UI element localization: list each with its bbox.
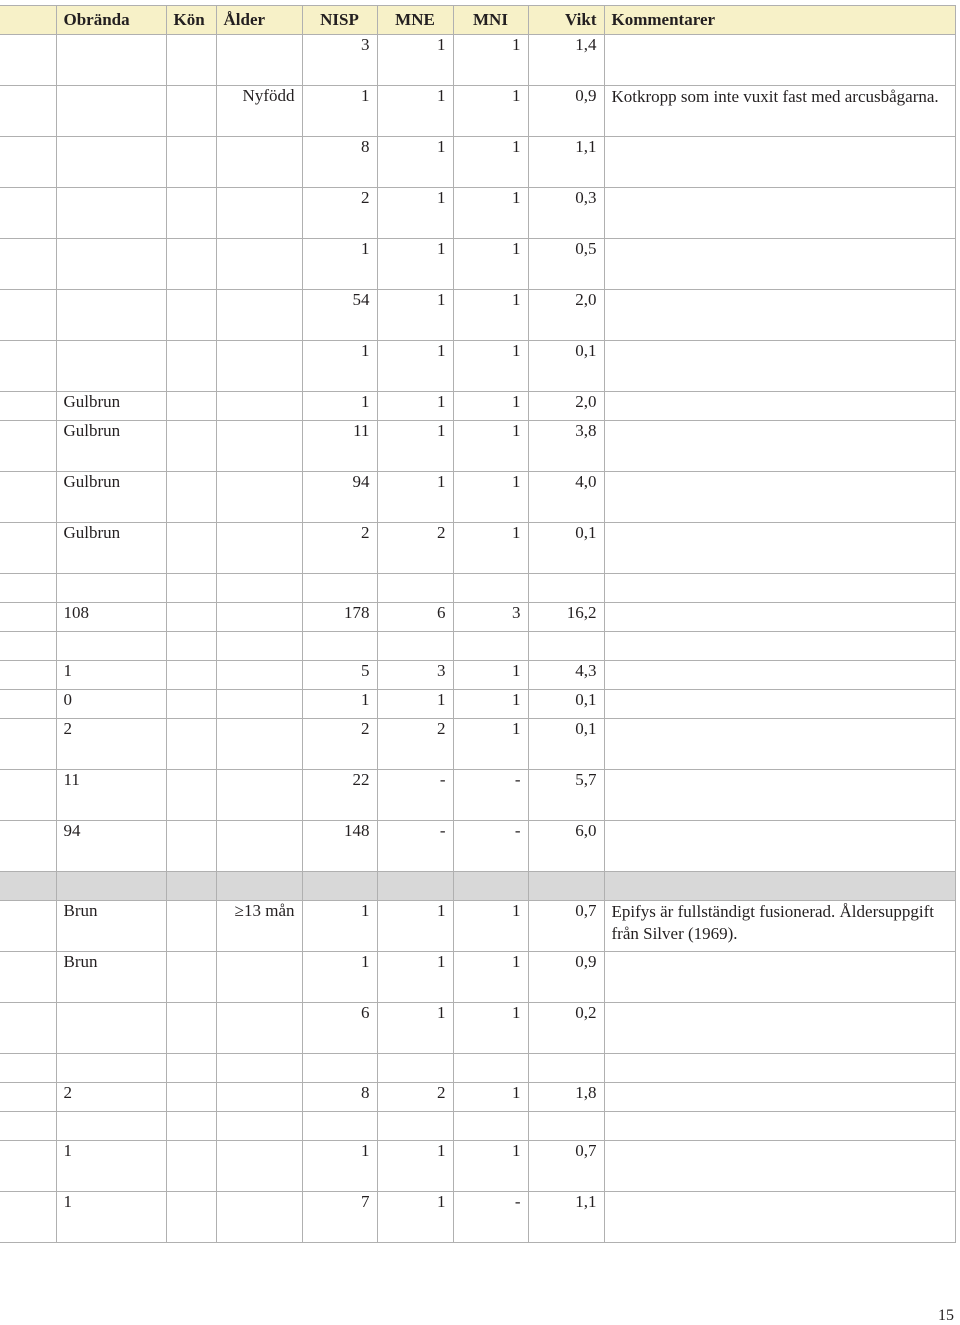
cell-kommentarer	[604, 1192, 955, 1243]
cell-mne: 1	[377, 86, 453, 137]
cell-mni: 1	[453, 290, 528, 341]
cell-mne: 3	[377, 661, 453, 690]
cell-mni: 1	[453, 1141, 528, 1192]
cell-obranda: 94	[56, 821, 166, 872]
cell-mne: 1	[377, 392, 453, 421]
cell-vikt: 2,0	[528, 392, 604, 421]
cell-mni: 1	[453, 472, 528, 523]
cell-blank	[0, 574, 56, 603]
cell-mni	[453, 1112, 528, 1141]
column-header-mne: MNE	[377, 6, 453, 35]
cell-mne: 1	[377, 1141, 453, 1192]
cell-mne: 1	[377, 1003, 453, 1054]
cell-mni	[453, 574, 528, 603]
cell-mni: 1	[453, 1083, 528, 1112]
cell-kon	[166, 901, 216, 952]
cell-mne: 1	[377, 1192, 453, 1243]
column-header-obranda: Obrända	[56, 6, 166, 35]
table-row	[0, 770, 955, 821]
cell-mne	[377, 1054, 453, 1083]
cell-vikt: 0,2	[528, 1003, 604, 1054]
cell-vikt: 6,0	[528, 821, 604, 872]
column-header-blank	[0, 6, 56, 35]
cell-vikt: 0,3	[528, 188, 604, 239]
cell-blank	[0, 719, 56, 770]
cell-kon	[166, 690, 216, 719]
cell-mne: 1	[377, 952, 453, 1003]
cell-kon	[166, 86, 216, 137]
cell-vikt	[528, 1112, 604, 1141]
cell-nisp: 11	[302, 421, 377, 472]
cell-nisp: 178	[302, 603, 377, 632]
cell-alder	[216, 1054, 302, 1083]
cell-vikt	[528, 1054, 604, 1083]
cell-alder	[216, 421, 302, 472]
cell-nisp: 1	[302, 901, 377, 952]
cell-mni: -	[453, 1192, 528, 1243]
cell-obranda	[56, 632, 166, 661]
cell-blank	[0, 1003, 56, 1054]
cell-mni: 1	[453, 392, 528, 421]
cell-blank	[0, 188, 56, 239]
cell-mne: 1	[377, 188, 453, 239]
page-number: 15	[938, 1307, 954, 1324]
cell-vikt: 3,8	[528, 421, 604, 472]
cell-kommentarer	[604, 661, 955, 690]
cell-obranda	[56, 290, 166, 341]
cell-alder	[216, 1141, 302, 1192]
cell-vikt	[528, 632, 604, 661]
cell-nisp: 2	[302, 523, 377, 574]
cell-obranda: Brun	[56, 901, 166, 952]
table-row	[0, 574, 955, 603]
cell-mni: 1	[453, 137, 528, 188]
cell-kon	[166, 137, 216, 188]
table-row	[0, 137, 955, 188]
cell-kon	[166, 1141, 216, 1192]
cell-nisp: 1	[302, 1141, 377, 1192]
cell-vikt: 1,4	[528, 35, 604, 86]
cell-blank	[0, 661, 56, 690]
cell-mni: 1	[453, 1003, 528, 1054]
cell-obranda: Gulbrun	[56, 421, 166, 472]
cell-vikt	[528, 872, 604, 901]
cell-kon	[166, 188, 216, 239]
cell-mni: 1	[453, 719, 528, 770]
cell-kommentarer	[604, 239, 955, 290]
cell-kon	[166, 1112, 216, 1141]
cell-kon	[166, 523, 216, 574]
cell-vikt: 4,3	[528, 661, 604, 690]
table-row	[0, 1054, 955, 1083]
cell-obranda: 1	[56, 661, 166, 690]
cell-kommentarer	[604, 341, 955, 392]
cell-mni: 1	[453, 35, 528, 86]
cell-blank	[0, 239, 56, 290]
cell-nisp: 6	[302, 1003, 377, 1054]
cell-kommentarer	[604, 1112, 955, 1141]
table-row	[0, 1141, 955, 1192]
table-row	[0, 341, 955, 392]
cell-alder	[216, 603, 302, 632]
cell-blank	[0, 872, 56, 901]
cell-kommentarer	[604, 472, 955, 523]
cell-mni: 1	[453, 341, 528, 392]
cell-alder	[216, 137, 302, 188]
cell-mni: 1	[453, 188, 528, 239]
cell-vikt: 0,7	[528, 901, 604, 952]
cell-mne: 1	[377, 290, 453, 341]
cell-blank	[0, 901, 56, 952]
cell-kommentarer	[604, 35, 955, 86]
cell-mne: 2	[377, 523, 453, 574]
table-row	[0, 901, 955, 952]
cell-nisp: 148	[302, 821, 377, 872]
cell-obranda: Brun	[56, 952, 166, 1003]
cell-vikt: 2,0	[528, 290, 604, 341]
table-row	[0, 35, 955, 86]
cell-kon	[166, 1083, 216, 1112]
cell-kommentarer	[604, 872, 955, 901]
cell-vikt: 0,5	[528, 239, 604, 290]
cell-nisp: 2	[302, 719, 377, 770]
cell-vikt	[528, 574, 604, 603]
cell-nisp	[302, 1054, 377, 1083]
cell-alder	[216, 1083, 302, 1112]
cell-kon	[166, 1003, 216, 1054]
cell-kon	[166, 472, 216, 523]
cell-kon	[166, 952, 216, 1003]
cell-vikt: 16,2	[528, 603, 604, 632]
cell-vikt: 0,7	[528, 1141, 604, 1192]
cell-obranda	[56, 872, 166, 901]
cell-kon	[166, 821, 216, 872]
cell-alder	[216, 719, 302, 770]
cell-obranda	[56, 86, 166, 137]
cell-alder	[216, 523, 302, 574]
cell-kon	[166, 872, 216, 901]
cell-mni: 1	[453, 952, 528, 1003]
column-header-kommentarer: Kommentarer	[604, 6, 955, 35]
table-row	[0, 1083, 955, 1112]
table-row	[0, 472, 955, 523]
cell-alder	[216, 341, 302, 392]
cell-mni: -	[453, 821, 528, 872]
cell-mne: 1	[377, 137, 453, 188]
cell-kommentarer: Epifys är fullständigt fusionerad. Åldersuppgift från Silver (1969).	[604, 901, 955, 952]
cell-mni: 1	[453, 421, 528, 472]
cell-kommentarer	[604, 1083, 955, 1112]
table-row	[0, 690, 955, 719]
cell-kommentarer	[604, 392, 955, 421]
cell-kommentarer	[604, 188, 955, 239]
cell-blank	[0, 690, 56, 719]
cell-obranda: 108	[56, 603, 166, 632]
cell-mni: 1	[453, 901, 528, 952]
cell-kon	[166, 35, 216, 86]
cell-kommentarer	[604, 137, 955, 188]
cell-vikt: 0,9	[528, 952, 604, 1003]
cell-kommentarer	[604, 1054, 955, 1083]
cell-alder: ≥13 mån	[216, 901, 302, 952]
cell-vikt: 5,7	[528, 770, 604, 821]
cell-alder	[216, 632, 302, 661]
cell-alder: Nyfödd	[216, 86, 302, 137]
cell-kommentarer	[604, 821, 955, 872]
cell-kon	[166, 632, 216, 661]
cell-vikt: 0,1	[528, 341, 604, 392]
table-row	[0, 523, 955, 574]
cell-blank	[0, 421, 56, 472]
cell-kon	[166, 1054, 216, 1083]
table-row	[0, 632, 955, 661]
table-row	[0, 86, 955, 137]
cell-blank	[0, 1054, 56, 1083]
cell-mne: -	[377, 770, 453, 821]
cell-mne: 2	[377, 1083, 453, 1112]
table-body	[0, 35, 955, 1243]
cell-blank	[0, 523, 56, 574]
cell-mni	[453, 872, 528, 901]
cell-mne	[377, 574, 453, 603]
cell-nisp	[302, 632, 377, 661]
column-header-alder: Ålder	[216, 6, 302, 35]
cell-nisp: 94	[302, 472, 377, 523]
cell-blank	[0, 603, 56, 632]
cell-obranda	[56, 188, 166, 239]
cell-nisp	[302, 1112, 377, 1141]
cell-kon	[166, 290, 216, 341]
cell-obranda: Gulbrun	[56, 392, 166, 421]
cell-mni: -	[453, 770, 528, 821]
cell-obranda	[56, 574, 166, 603]
cell-alder	[216, 661, 302, 690]
cell-kommentarer	[604, 632, 955, 661]
cell-alder	[216, 1192, 302, 1243]
cell-kon	[166, 392, 216, 421]
cell-nisp: 8	[302, 137, 377, 188]
cell-obranda: 1	[56, 1141, 166, 1192]
cell-kon	[166, 661, 216, 690]
cell-mne: 2	[377, 719, 453, 770]
cell-mne: -	[377, 821, 453, 872]
cell-obranda	[56, 239, 166, 290]
cell-mni: 1	[453, 86, 528, 137]
cell-blank	[0, 821, 56, 872]
cell-nisp	[302, 574, 377, 603]
cell-mni: 1	[453, 661, 528, 690]
cell-nisp: 1	[302, 392, 377, 421]
cell-obranda	[56, 35, 166, 86]
cell-kon	[166, 341, 216, 392]
cell-mne: 1	[377, 472, 453, 523]
cell-obranda	[56, 1003, 166, 1054]
cell-vikt: 0,9	[528, 86, 604, 137]
cell-vikt: 1,8	[528, 1083, 604, 1112]
cell-kon	[166, 1192, 216, 1243]
cell-mni	[453, 632, 528, 661]
cell-nisp: 1	[302, 239, 377, 290]
cell-nisp: 1	[302, 341, 377, 392]
cell-alder	[216, 872, 302, 901]
cell-kon	[166, 603, 216, 632]
cell-alder	[216, 239, 302, 290]
cell-obranda: 2	[56, 719, 166, 770]
cell-blank	[0, 290, 56, 341]
cell-alder	[216, 952, 302, 1003]
table-row	[0, 952, 955, 1003]
cell-mne: 6	[377, 603, 453, 632]
cell-alder	[216, 574, 302, 603]
table-row	[0, 239, 955, 290]
cell-nisp: 8	[302, 1083, 377, 1112]
cell-blank	[0, 770, 56, 821]
table-row	[0, 1192, 955, 1243]
cell-kommentarer	[604, 523, 955, 574]
table-row	[0, 421, 955, 472]
column-header-vikt: Vikt	[528, 6, 604, 35]
cell-mne: 1	[377, 35, 453, 86]
cell-mni	[453, 1054, 528, 1083]
cell-blank	[0, 952, 56, 1003]
cell-kommentarer	[604, 1003, 955, 1054]
cell-alder	[216, 1003, 302, 1054]
cell-blank	[0, 472, 56, 523]
cell-vikt: 1,1	[528, 137, 604, 188]
cell-mne	[377, 1112, 453, 1141]
cell-obranda: 11	[56, 770, 166, 821]
cell-alder	[216, 472, 302, 523]
cell-nisp: 54	[302, 290, 377, 341]
cell-obranda	[56, 1054, 166, 1083]
cell-kon	[166, 239, 216, 290]
cell-mni: 1	[453, 690, 528, 719]
cell-alder	[216, 35, 302, 86]
cell-obranda: Gulbrun	[56, 472, 166, 523]
cell-blank	[0, 341, 56, 392]
cell-kommentarer	[604, 719, 955, 770]
cell-kommentarer	[604, 690, 955, 719]
column-header-kon: Kön	[166, 6, 216, 35]
cell-nisp: 1	[302, 690, 377, 719]
table-row	[0, 1003, 955, 1054]
cell-kommentarer	[604, 603, 955, 632]
cell-alder	[216, 690, 302, 719]
table-row	[0, 188, 955, 239]
table-row	[0, 1112, 955, 1141]
cell-kommentarer: Kotkropp som inte vuxit fast med arcusbågarna.	[604, 86, 955, 137]
cell-blank	[0, 35, 56, 86]
table-row	[0, 392, 955, 421]
cell-alder	[216, 1112, 302, 1141]
cell-kommentarer	[604, 952, 955, 1003]
cell-nisp: 5	[302, 661, 377, 690]
cell-alder	[216, 821, 302, 872]
header-row	[0, 6, 955, 35]
cell-mne: 1	[377, 421, 453, 472]
cell-kon	[166, 770, 216, 821]
column-header-nisp: NISP	[302, 6, 377, 35]
cell-blank	[0, 1141, 56, 1192]
cell-mne: 1	[377, 690, 453, 719]
cell-mne: 1	[377, 341, 453, 392]
cell-obranda: 1	[56, 1192, 166, 1243]
cell-mne: 1	[377, 901, 453, 952]
table-row	[0, 661, 955, 690]
cell-kon	[166, 421, 216, 472]
column-header-mni: MNI	[453, 6, 528, 35]
cell-blank	[0, 1083, 56, 1112]
cell-nisp: 22	[302, 770, 377, 821]
cell-nisp: 2	[302, 188, 377, 239]
cell-obranda: Gulbrun	[56, 523, 166, 574]
cell-blank	[0, 632, 56, 661]
bone-data-table	[0, 5, 956, 1243]
cell-mni: 3	[453, 603, 528, 632]
table-row	[0, 821, 955, 872]
cell-kommentarer	[604, 574, 955, 603]
cell-kommentarer	[604, 421, 955, 472]
cell-kommentarer	[604, 1141, 955, 1192]
cell-vikt: 0,1	[528, 690, 604, 719]
cell-mne: 1	[377, 239, 453, 290]
cell-blank	[0, 86, 56, 137]
cell-alder	[216, 392, 302, 421]
cell-nisp: 1	[302, 952, 377, 1003]
cell-vikt: 0,1	[528, 523, 604, 574]
cell-blank	[0, 1112, 56, 1141]
cell-obranda	[56, 341, 166, 392]
cell-blank	[0, 137, 56, 188]
cell-obranda: 2	[56, 1083, 166, 1112]
table-row	[0, 290, 955, 341]
cell-obranda	[56, 1112, 166, 1141]
table-row	[0, 872, 955, 901]
cell-kommentarer	[604, 290, 955, 341]
cell-mne	[377, 872, 453, 901]
cell-mni: 1	[453, 523, 528, 574]
cell-kon	[166, 574, 216, 603]
cell-blank	[0, 392, 56, 421]
cell-blank	[0, 1192, 56, 1243]
cell-vikt: 1,1	[528, 1192, 604, 1243]
cell-vikt: 0,1	[528, 719, 604, 770]
table-row	[0, 719, 955, 770]
cell-vikt: 4,0	[528, 472, 604, 523]
cell-alder	[216, 290, 302, 341]
cell-nisp: 3	[302, 35, 377, 86]
cell-nisp: 1	[302, 86, 377, 137]
cell-nisp: 7	[302, 1192, 377, 1243]
cell-kommentarer	[604, 770, 955, 821]
table-row	[0, 603, 955, 632]
cell-mni: 1	[453, 239, 528, 290]
cell-obranda	[56, 137, 166, 188]
cell-mne	[377, 632, 453, 661]
cell-kon	[166, 719, 216, 770]
cell-alder	[216, 770, 302, 821]
cell-alder	[216, 188, 302, 239]
cell-obranda: 0	[56, 690, 166, 719]
cell-nisp	[302, 872, 377, 901]
